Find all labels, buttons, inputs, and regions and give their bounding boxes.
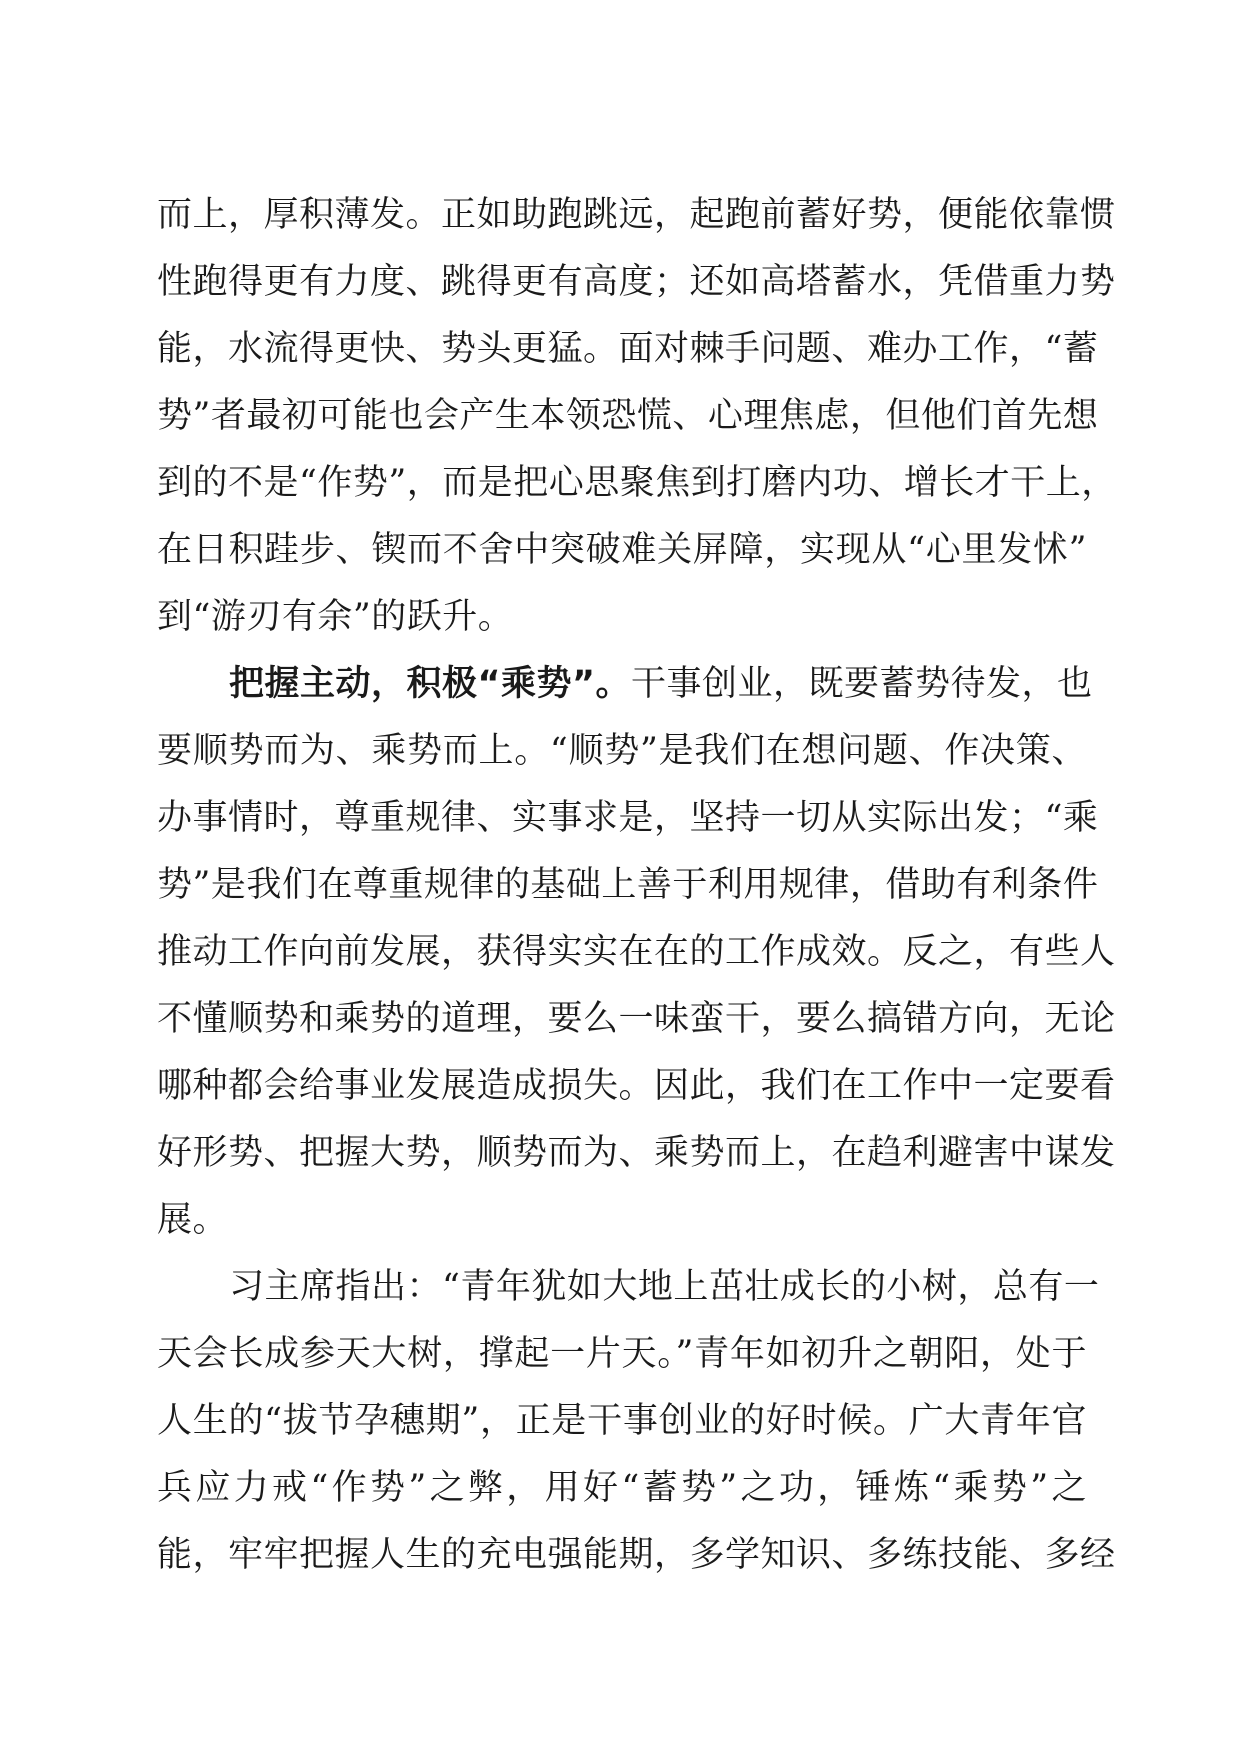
text-line: 人生的“拔节孕穗期”，正是干事创业的好时候。广大青年官: [157, 1401, 1087, 1441]
paragraph-heading: 把握主动，积极“乘势”。: [229, 664, 632, 704]
text-line: 能，牢牢把握人生的充电强能期，多学知识、多练技能、多经: [157, 1535, 1116, 1575]
body-text: [157, 182, 1117, 1589]
text-line: 性跑得更有力度、跳得更有高度；还如高塔蓄水，凭借重力势: [157, 262, 1116, 302]
text-line: 不懂顺势和乘势的道理，要么一味蛮干，要么搞错方向，无论: [157, 999, 1116, 1039]
paragraph-2: [157, 651, 1116, 1254]
text-line: 习主席指出：“青年犹如大地上茁壮成长的小树，总有一: [229, 1267, 1100, 1307]
text-line: 能，水流得更快、势头更猛。面对棘手问题、难办工作，“蓄: [157, 329, 1099, 369]
text-line: 兵应力戒“作势”之弊，用好“蓄势”之功，锤炼“乘势”之: [157, 1468, 1087, 1508]
text-line: 到的不是“作势”，而是把心思聚焦到打磨内功、增长才干上，: [157, 463, 1117, 503]
text-line: 展。: [157, 1200, 229, 1240]
text-line: 办事情时，尊重规律、实事求是，坚持一切从实际出发；“乘: [157, 798, 1099, 838]
text-line: 到“游刃有余”的跃升。: [157, 597, 514, 637]
text-line: 天会长成参天大树，撑起一片天。”青年如初升之朝阳，处于: [157, 1334, 1087, 1374]
paragraph-3: [157, 1254, 1116, 1589]
heading-line-rest: 干事创业，既要蓄势待发，也: [631, 664, 1093, 704]
text-line: 势”者最初可能也会产生本领恐慌、心理焦虑，但他们首先想: [157, 396, 1099, 436]
text-line: 要顺势而为、乘势而上。“顺势”是我们在想问题、作决策、: [157, 731, 1087, 771]
text-line: 而上，厚积薄发。正如助跑跳远，起跑前蓄好势，便能依靠惯: [157, 195, 1116, 235]
text-line: 在日积跬步、锲而不舍中突破难关屏障，实现从“心里发怵”: [157, 530, 1087, 570]
text-line: [157, 651, 1093, 718]
text-line: 势”是我们在尊重规律的基础上善于利用规律，借助有利条件: [157, 865, 1099, 905]
text-line: 好形势、把握大势，顺势而为、乘势而上，在趋利避害中谋发: [157, 1133, 1116, 1173]
text-line: 推动工作向前发展，获得实实在在的工作成效。反之，有些人: [157, 932, 1116, 972]
paragraph-1: [157, 182, 1117, 651]
text-line: 哪种都会给事业发展造成损失。因此，我们在工作中一定要看: [157, 1066, 1116, 1106]
